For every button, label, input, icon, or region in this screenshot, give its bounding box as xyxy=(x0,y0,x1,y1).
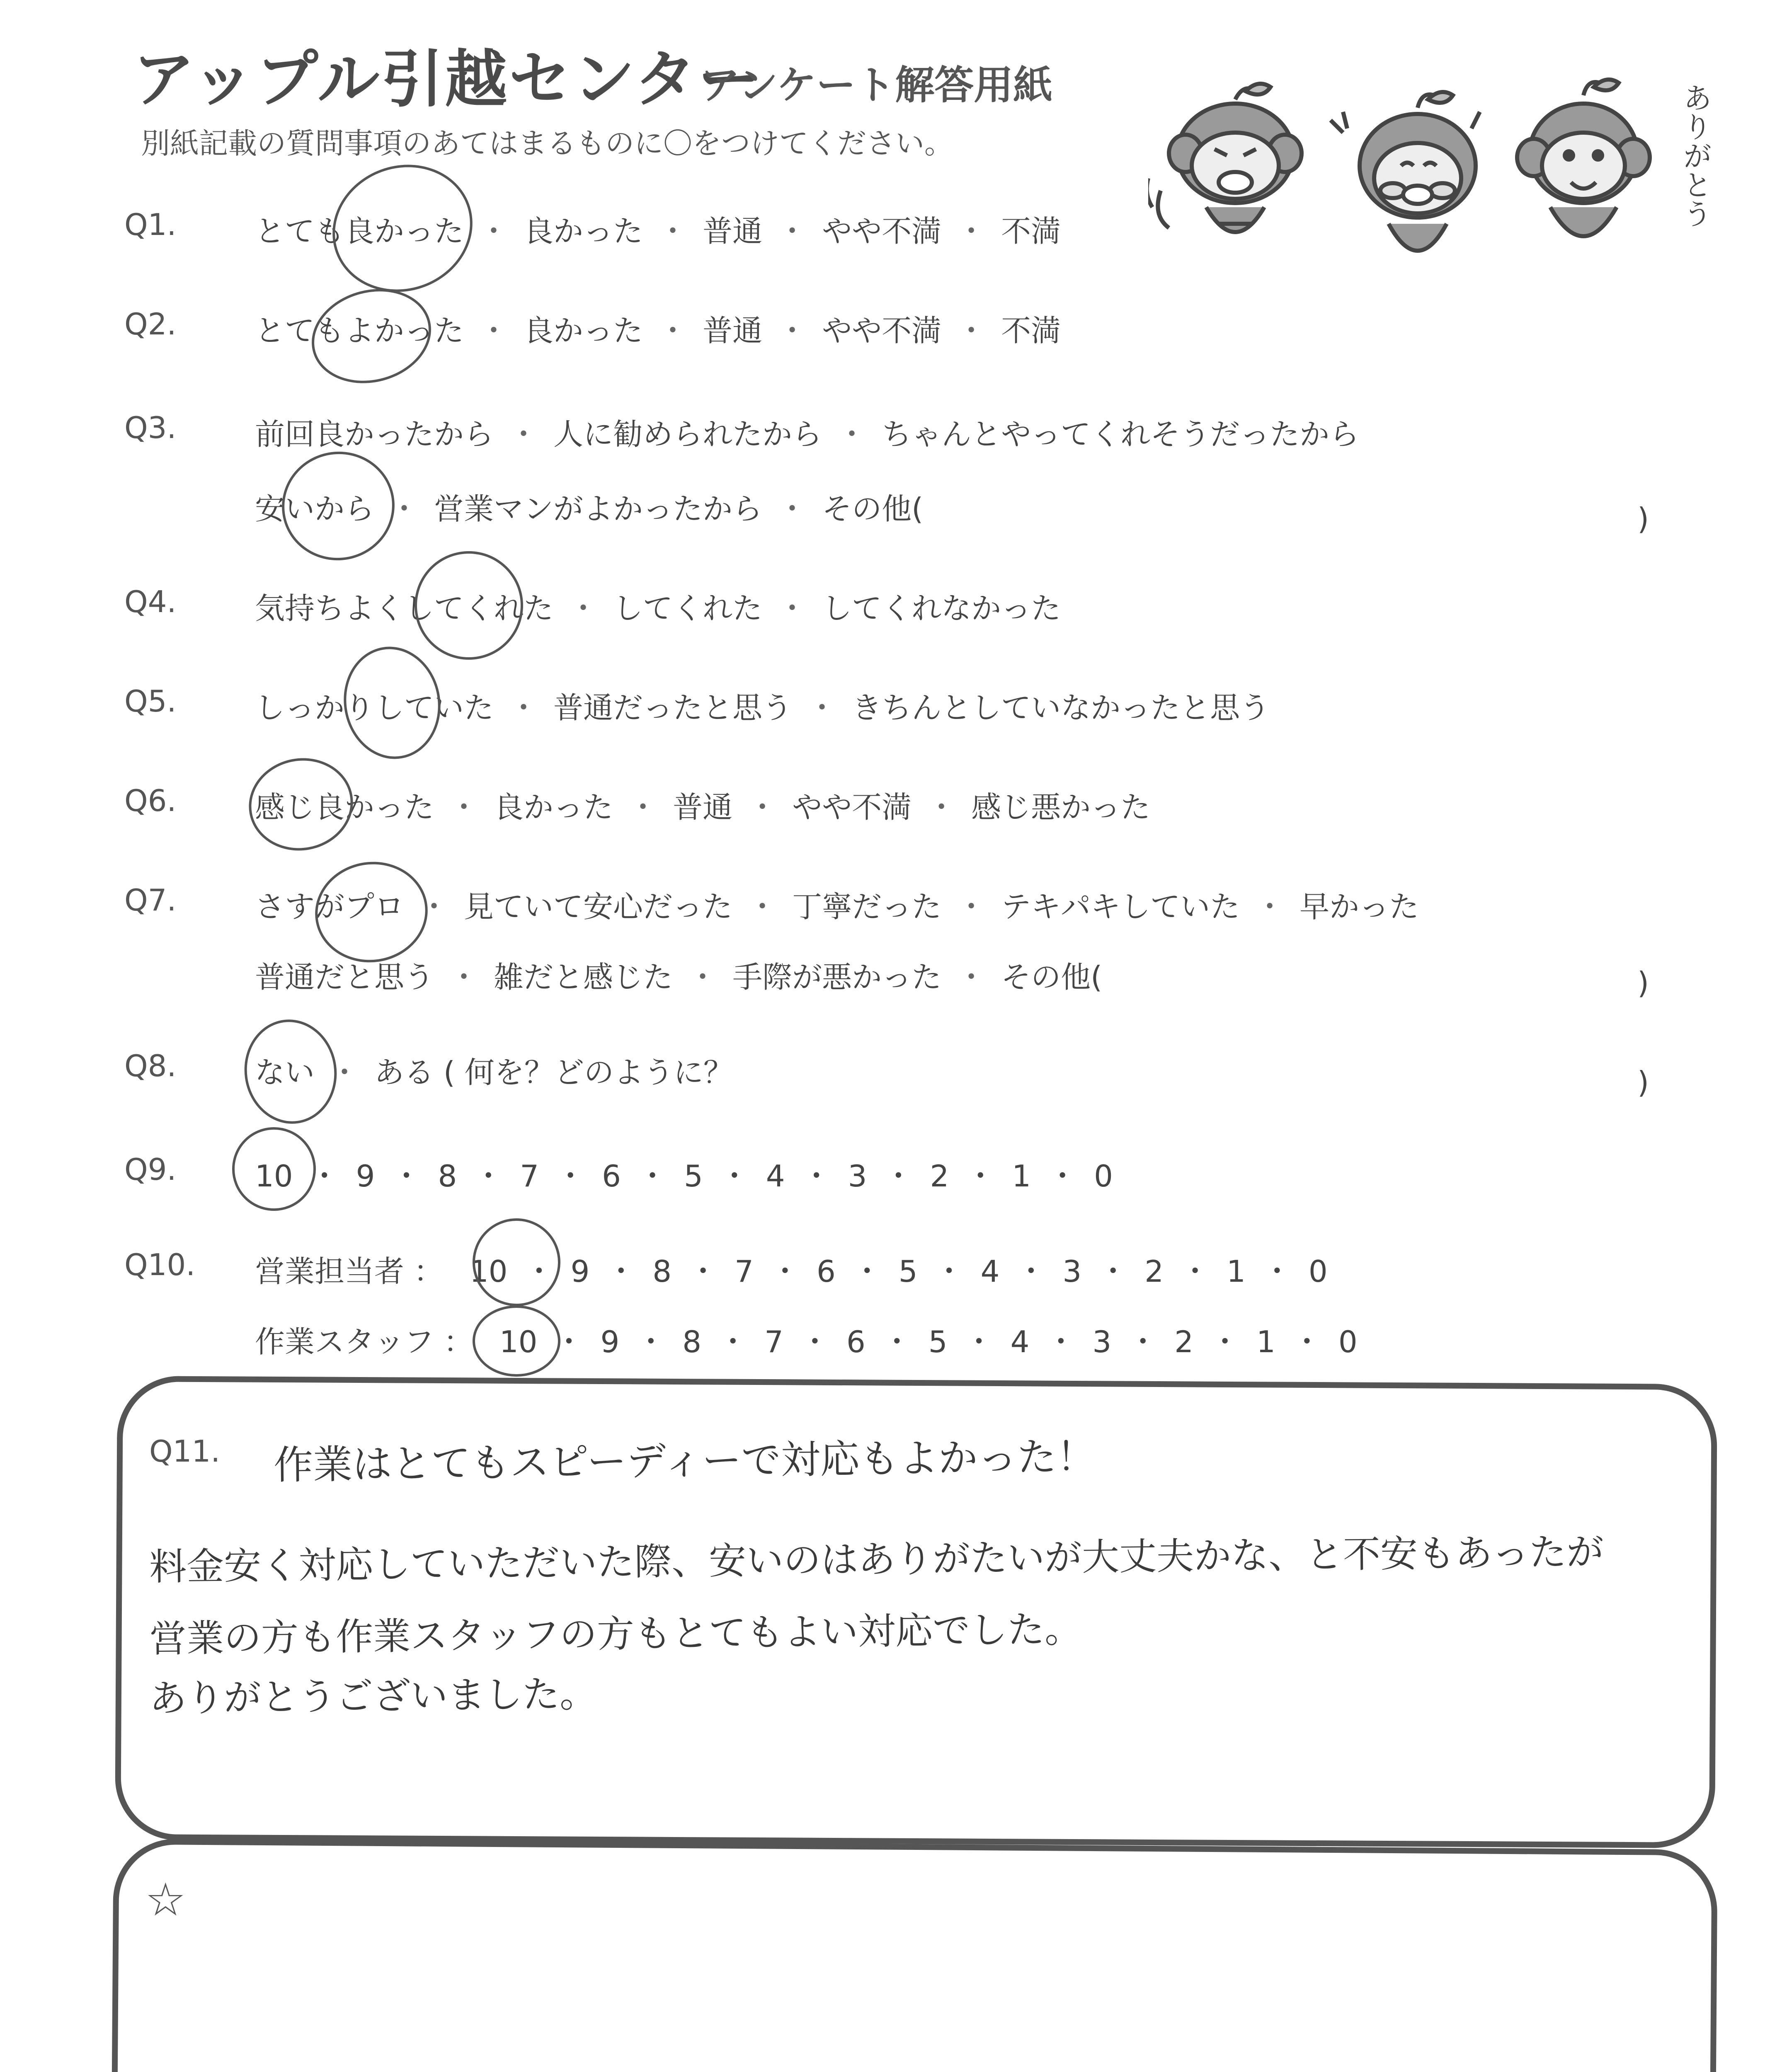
option-line: とても良かった ・ 良かった ・ 普通 ・ やや不満 ・ 不満 xyxy=(255,214,1061,249)
rating-option[interactable]: 5 xyxy=(928,1324,948,1359)
question-label: Q6. xyxy=(124,783,177,818)
option[interactable]: その他( xyxy=(822,491,924,526)
option-line: しっかりしていた ・ 普通だったと思う ・ きちんとしていなかったと思う xyxy=(255,690,1270,725)
rating-option[interactable]: 3 xyxy=(1092,1324,1112,1359)
option[interactable]: 感じ悪かった xyxy=(971,790,1151,825)
option[interactable]: 雑だと感じた xyxy=(494,960,673,995)
option-line: 普通だと思う ・ 雑だと感じた ・ 手際が悪かった ・ その他( xyxy=(255,960,1103,995)
rating-option[interactable]: 6 xyxy=(846,1324,866,1359)
form-subtitle: アンケート解答用紙 xyxy=(701,63,1053,108)
option[interactable]: してくれなかった xyxy=(822,591,1061,626)
option[interactable]: 良かった xyxy=(494,790,613,825)
rating-row-label: 営業担当者 xyxy=(255,1254,405,1289)
comment-label: Q11. xyxy=(149,1434,221,1469)
rating-option[interactable]: 0 xyxy=(1308,1254,1328,1289)
rating-option[interactable]: 7 xyxy=(520,1159,539,1193)
question-label: Q1. xyxy=(124,207,177,242)
rating-option[interactable]: 10 xyxy=(255,1159,293,1193)
option-line: 感じ良かった ・ 良かった ・ 普通 ・ やや不満 ・ 感じ悪かった xyxy=(255,790,1151,825)
option[interactable]: 見ていて安心だった xyxy=(464,889,733,924)
option[interactable]: 不満 xyxy=(1001,313,1061,348)
rating-option[interactable]: 3 xyxy=(1062,1254,1082,1289)
rating-option[interactable]: 10 xyxy=(469,1254,508,1289)
mascot-caption: ありがとう xyxy=(1678,83,1712,228)
question-label: Q5. xyxy=(124,684,177,719)
option[interactable]: 営業マンがよかったから xyxy=(434,491,763,526)
rating-option[interactable]: 6 xyxy=(602,1159,621,1193)
question-q3 xyxy=(0,410,1782,559)
option-line: 気持ちよくしてくれた ・ してくれた ・ してくれなかった xyxy=(255,591,1061,626)
option[interactable]: さすがプロ xyxy=(255,889,405,924)
option-line: 前回良かったから ・ 人に勧められたから ・ ちゃんとやってくれそうだったから xyxy=(255,417,1360,452)
rating-option[interactable]: 4 xyxy=(766,1159,785,1193)
rating-row-staff: 作業スタッフ ： 10 ・ 9 ・ 8 ・ 7 ・ 6 ・ 5 ・ 4 ・ 3 ・ 2 ・ 1 ・ 0 xyxy=(255,1318,1374,1361)
rating-row-sales: 営業担当者 ： 10 ・ 9 ・ 8 ・ 7 ・ 6 ・ 5 ・ 4 ・ 3 ・ 2 ・ 1 ・ 0 xyxy=(255,1247,1344,1290)
option[interactable]: 普通 xyxy=(673,790,733,825)
option[interactable]: ちゃんとやってくれそうだったから xyxy=(882,417,1360,452)
rating-option[interactable]: 10 xyxy=(499,1324,538,1359)
rating-option[interactable]: 7 xyxy=(735,1254,754,1289)
question-q4 xyxy=(0,584,1782,667)
question-label: Q8. xyxy=(124,1048,177,1083)
rating-option[interactable]: 4 xyxy=(1010,1324,1030,1359)
rating-option[interactable]: 8 xyxy=(438,1159,457,1193)
question-q7 xyxy=(0,883,1782,1032)
comment-line: 料金安く対応していただいた際、安いのはありがたいが大丈夫かな、と不安もあったが xyxy=(149,1530,1604,1589)
rating-option[interactable]: 4 xyxy=(980,1254,1000,1289)
rating-scale: 10 ・ 9 ・ 8 ・ 7 ・ 6 ・ 5 ・ 4 ・ 3 ・ 2 ・ 1 ・ 0 xyxy=(238,1152,1130,1195)
rating-option[interactable]: 9 xyxy=(600,1324,620,1359)
rating-option[interactable]: 2 xyxy=(1174,1324,1194,1359)
option[interactable]: 良かった xyxy=(524,214,643,249)
rating-option[interactable]: 0 xyxy=(1338,1324,1358,1359)
rating-option[interactable]: 8 xyxy=(652,1254,672,1289)
option[interactable]: しっかりしていた xyxy=(255,690,494,725)
option[interactable]: 人に勧められたから xyxy=(553,417,822,452)
question-q8 xyxy=(0,1048,1782,1131)
question-q5 xyxy=(0,684,1782,767)
rating-option[interactable]: 1 xyxy=(1256,1324,1275,1359)
option-line: 安いから ・ 営業マンがよかったから ・ その他( xyxy=(255,491,924,526)
option[interactable]: 手際が悪かった xyxy=(732,960,942,995)
star-icon: ☆ xyxy=(145,1873,186,1926)
rating-colon: ： xyxy=(443,1324,473,1359)
question-label: Q4. xyxy=(124,584,177,619)
question-label: Q9. xyxy=(124,1152,177,1187)
option[interactable]: とても良かった xyxy=(255,214,464,249)
option[interactable]: 感じ良かった xyxy=(255,790,434,825)
question-label: Q7. xyxy=(124,883,177,917)
option[interactable]: きちんとしていなかったと思う xyxy=(852,690,1270,725)
question-label: Q3. xyxy=(124,410,177,445)
rating-option[interactable]: 1 xyxy=(1012,1159,1031,1193)
option[interactable]: やや不満 xyxy=(822,214,942,249)
option[interactable]: ない xyxy=(255,1055,315,1090)
option[interactable]: 普通だと思う xyxy=(255,960,434,995)
option[interactable]: テキパキしていた xyxy=(1001,889,1240,924)
option[interactable]: やや不満 xyxy=(822,313,942,348)
option[interactable]: 普通だったと思う xyxy=(553,690,793,725)
comment-line: 作業はとてもスピーディーで対応もよかった！ xyxy=(273,1434,1096,1489)
remarks-box xyxy=(110,1839,1717,2072)
option[interactable]: やや不満 xyxy=(792,790,912,825)
rating-option[interactable]: 0 xyxy=(1094,1159,1113,1193)
rating-option[interactable]: 9 xyxy=(356,1159,375,1193)
question-label: Q10. xyxy=(124,1247,196,1282)
rating-option[interactable]: 9 xyxy=(570,1254,590,1289)
rating-option[interactable]: 1 xyxy=(1227,1254,1246,1289)
option-line: さすがプロ ・ 見ていて安心だった ・ 丁寧だった ・ テキパキしていた ・ 早かった xyxy=(255,889,1419,924)
option-line: とてもよかった ・ 良かった ・ 普通 ・ やや不満 ・ 不満 xyxy=(255,313,1061,348)
form-title: アップル引越センター xyxy=(133,44,762,116)
comment-line: 営業の方も作業スタッフの方もとてもよい対応でした。 xyxy=(149,1607,1082,1661)
option[interactable]: 早かった xyxy=(1300,889,1419,924)
question-q6 xyxy=(0,783,1782,866)
option[interactable]: 良かった xyxy=(524,313,643,348)
rating-option[interactable]: 2 xyxy=(930,1159,949,1193)
rating-option[interactable]: 5 xyxy=(684,1159,703,1193)
question-q9 xyxy=(0,1152,1782,1235)
option[interactable]: 前回良かったから xyxy=(255,417,494,452)
question-q2 xyxy=(0,307,1782,390)
option[interactable]: 普通 xyxy=(703,214,763,249)
option[interactable]: 普通 xyxy=(703,313,763,348)
option[interactable]: 不満 xyxy=(1001,214,1061,249)
comment-line: ありがとうございました。 xyxy=(149,1672,597,1721)
question-label: Q2. xyxy=(124,307,177,341)
rating-option[interactable]: 2 xyxy=(1144,1254,1164,1289)
rating-option[interactable]: 3 xyxy=(848,1159,867,1193)
paren-close: ) xyxy=(1637,1065,1649,1100)
option[interactable]: 安いから xyxy=(255,491,375,526)
option[interactable]: とてもよかった xyxy=(255,313,464,348)
option[interactable]: してくれた xyxy=(613,591,763,626)
rating-option[interactable]: 6 xyxy=(816,1254,836,1289)
question-q1 xyxy=(0,207,1782,290)
option[interactable]: 丁寧だった xyxy=(792,889,942,924)
option[interactable]: ある ( 何を？どのように？ xyxy=(374,1055,733,1090)
option-line: ない ・ ある ( 何を？どのように？ xyxy=(255,1055,733,1090)
form-instruction: 別紙記載の質問事項のあてはまるものに〇をつけてください。 xyxy=(141,126,953,160)
option[interactable]: 気持ちよくしてくれた xyxy=(255,591,554,626)
rating-option[interactable]: 7 xyxy=(764,1324,783,1359)
rating-colon: ： xyxy=(413,1254,444,1289)
paren-close: ) xyxy=(1637,966,1649,1000)
rating-row-label: 作業スタッフ xyxy=(255,1324,434,1359)
option[interactable]: その他( xyxy=(1001,960,1103,995)
paren-close: ) xyxy=(1637,501,1649,536)
question-q10 xyxy=(0,1247,1782,1388)
rating-option[interactable]: 5 xyxy=(898,1254,918,1289)
rating-option[interactable]: 8 xyxy=(682,1324,702,1359)
